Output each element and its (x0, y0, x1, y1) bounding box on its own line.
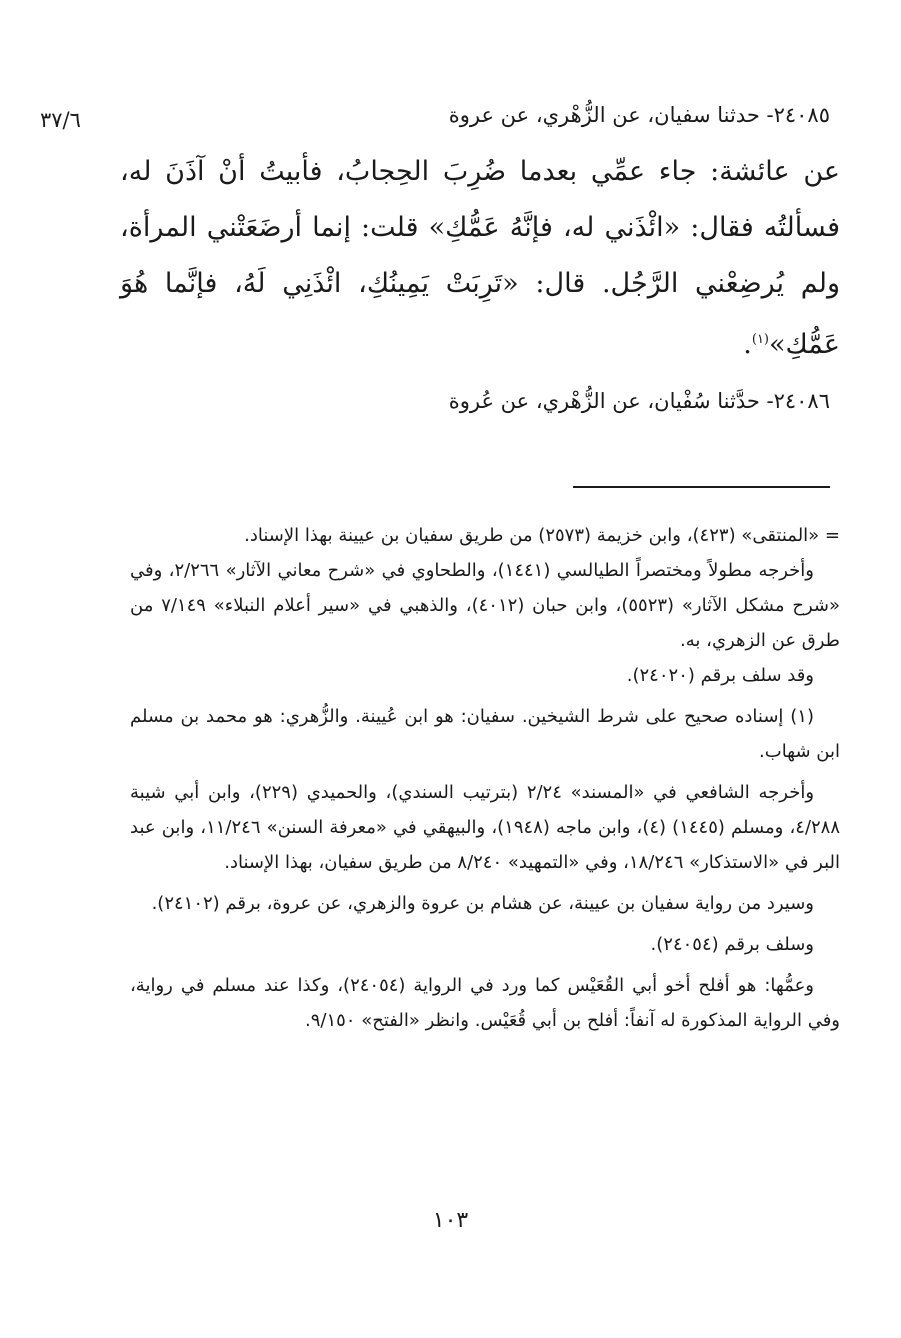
footnote-marker: (١) (751, 332, 769, 347)
footnote-paragraph: وقد سلف برقم (٢٤٠٢٠). (626, 665, 814, 686)
footnotes (130, 518, 840, 1038)
hadith-24085-header: ٢٤٠٨٥- حدثنا سفيان، عن الزُّهْري، عن عروة (448, 103, 830, 127)
footnote-paragraph: وسيرد من رواية سفيان بن عيينة، عن هشام بن عروة والزهري، عن عروة، برقم (٢٤١٠٢). (151, 893, 814, 914)
hadith-24086-header: ٢٤٠٨٦- حدَّثنا سُفْيان، عن الزُّهْري، عن عُروة (448, 389, 830, 413)
hadith-24085-text (120, 144, 840, 373)
volume-page-reference: ٣٧/٦ (40, 108, 81, 132)
footnote-separator (573, 486, 830, 488)
footnote-paragraph: وعمُّها: هو أفلح أخو أبي القُعَيْس كما ورد في الرواية (٢٤٠٥٤)، وكذا عند مسلم في رواية، وفي الرواية المذكورة له آنفاً: أفلح بن أبي قُعَيْس. وانظر «الفتح» ٩/١٥٠. (130, 975, 840, 1031)
hadith-24086 (120, 386, 840, 416)
footnote-paragraph: وأخرجه الشافعي في «المسند» ٢/٢٤ (بترتيب السندي)، والحميدي (٢٢٩)، وابن أبي شيبة ٤/٢٨٨، ومسلم (١٤٤٥) (٤)، وابن ماجه (١٩٤٨)، والبيهقي في «معرفة السنن» ١١/٢٤٦، وابن عبد البر في «الاستذكار» ١٨/٢٤٦، وفي «التمهيد» ٨/٢٤٠ من طريق سفيان، بهذا الإسناد. (130, 782, 841, 873)
footnote-continuation: = «المنتقى» (٤٢٣)، وابن خزيمة (٢٥٧٣) من طريق سفيان بن عيينة بهذا الإسناد. (244, 525, 840, 546)
hadith-24085-body: عن عائشة: جاء عمِّي بعدما ضُرِبَ الحِجابُ، فأبيتُ أنْ آذَنَ له، فسألتُه فقال: «ائْذَني له، فإنَّهُ عَمُّكِ» قلت: إنما أرضَعَتْني المرأة، ولم يُرضِعْني الرَّجُل. قال: «تَرِبَتْ يَمِينُكِ، ائْذَنِي لَهُ، فإنَّما هُوَ عَمُّكِ» (120, 156, 840, 360)
footnote-paragraph: وسلف برقم (٢٤٠٥٤). (650, 934, 814, 955)
hadith-24085 (120, 100, 840, 373)
hadith-24085-end: . (743, 329, 752, 360)
footnote-paragraph: وأخرجه مطولاً ومختصراً الطيالسي (١٤٤١)، والطحاوي في «شرح معاني الآثار» ٢/٢٦٦، وفي «شرح مشكل الآثار» (٥٥٢٣)، وابن حبان (٤٠١٢)، والذهبي في «سير أعلام النبلاء» ٧/١٤٩ من طرق عن الزهري، به. (130, 560, 840, 651)
page-number: ١٠٣ (432, 1208, 469, 1233)
footnote-1: (١) إسناده صحيح على شرط الشيخين. سفيان: هو ابن عُيينة. والزُّهري: هو محمد بن مسلم ابن شهاب. (130, 706, 840, 762)
